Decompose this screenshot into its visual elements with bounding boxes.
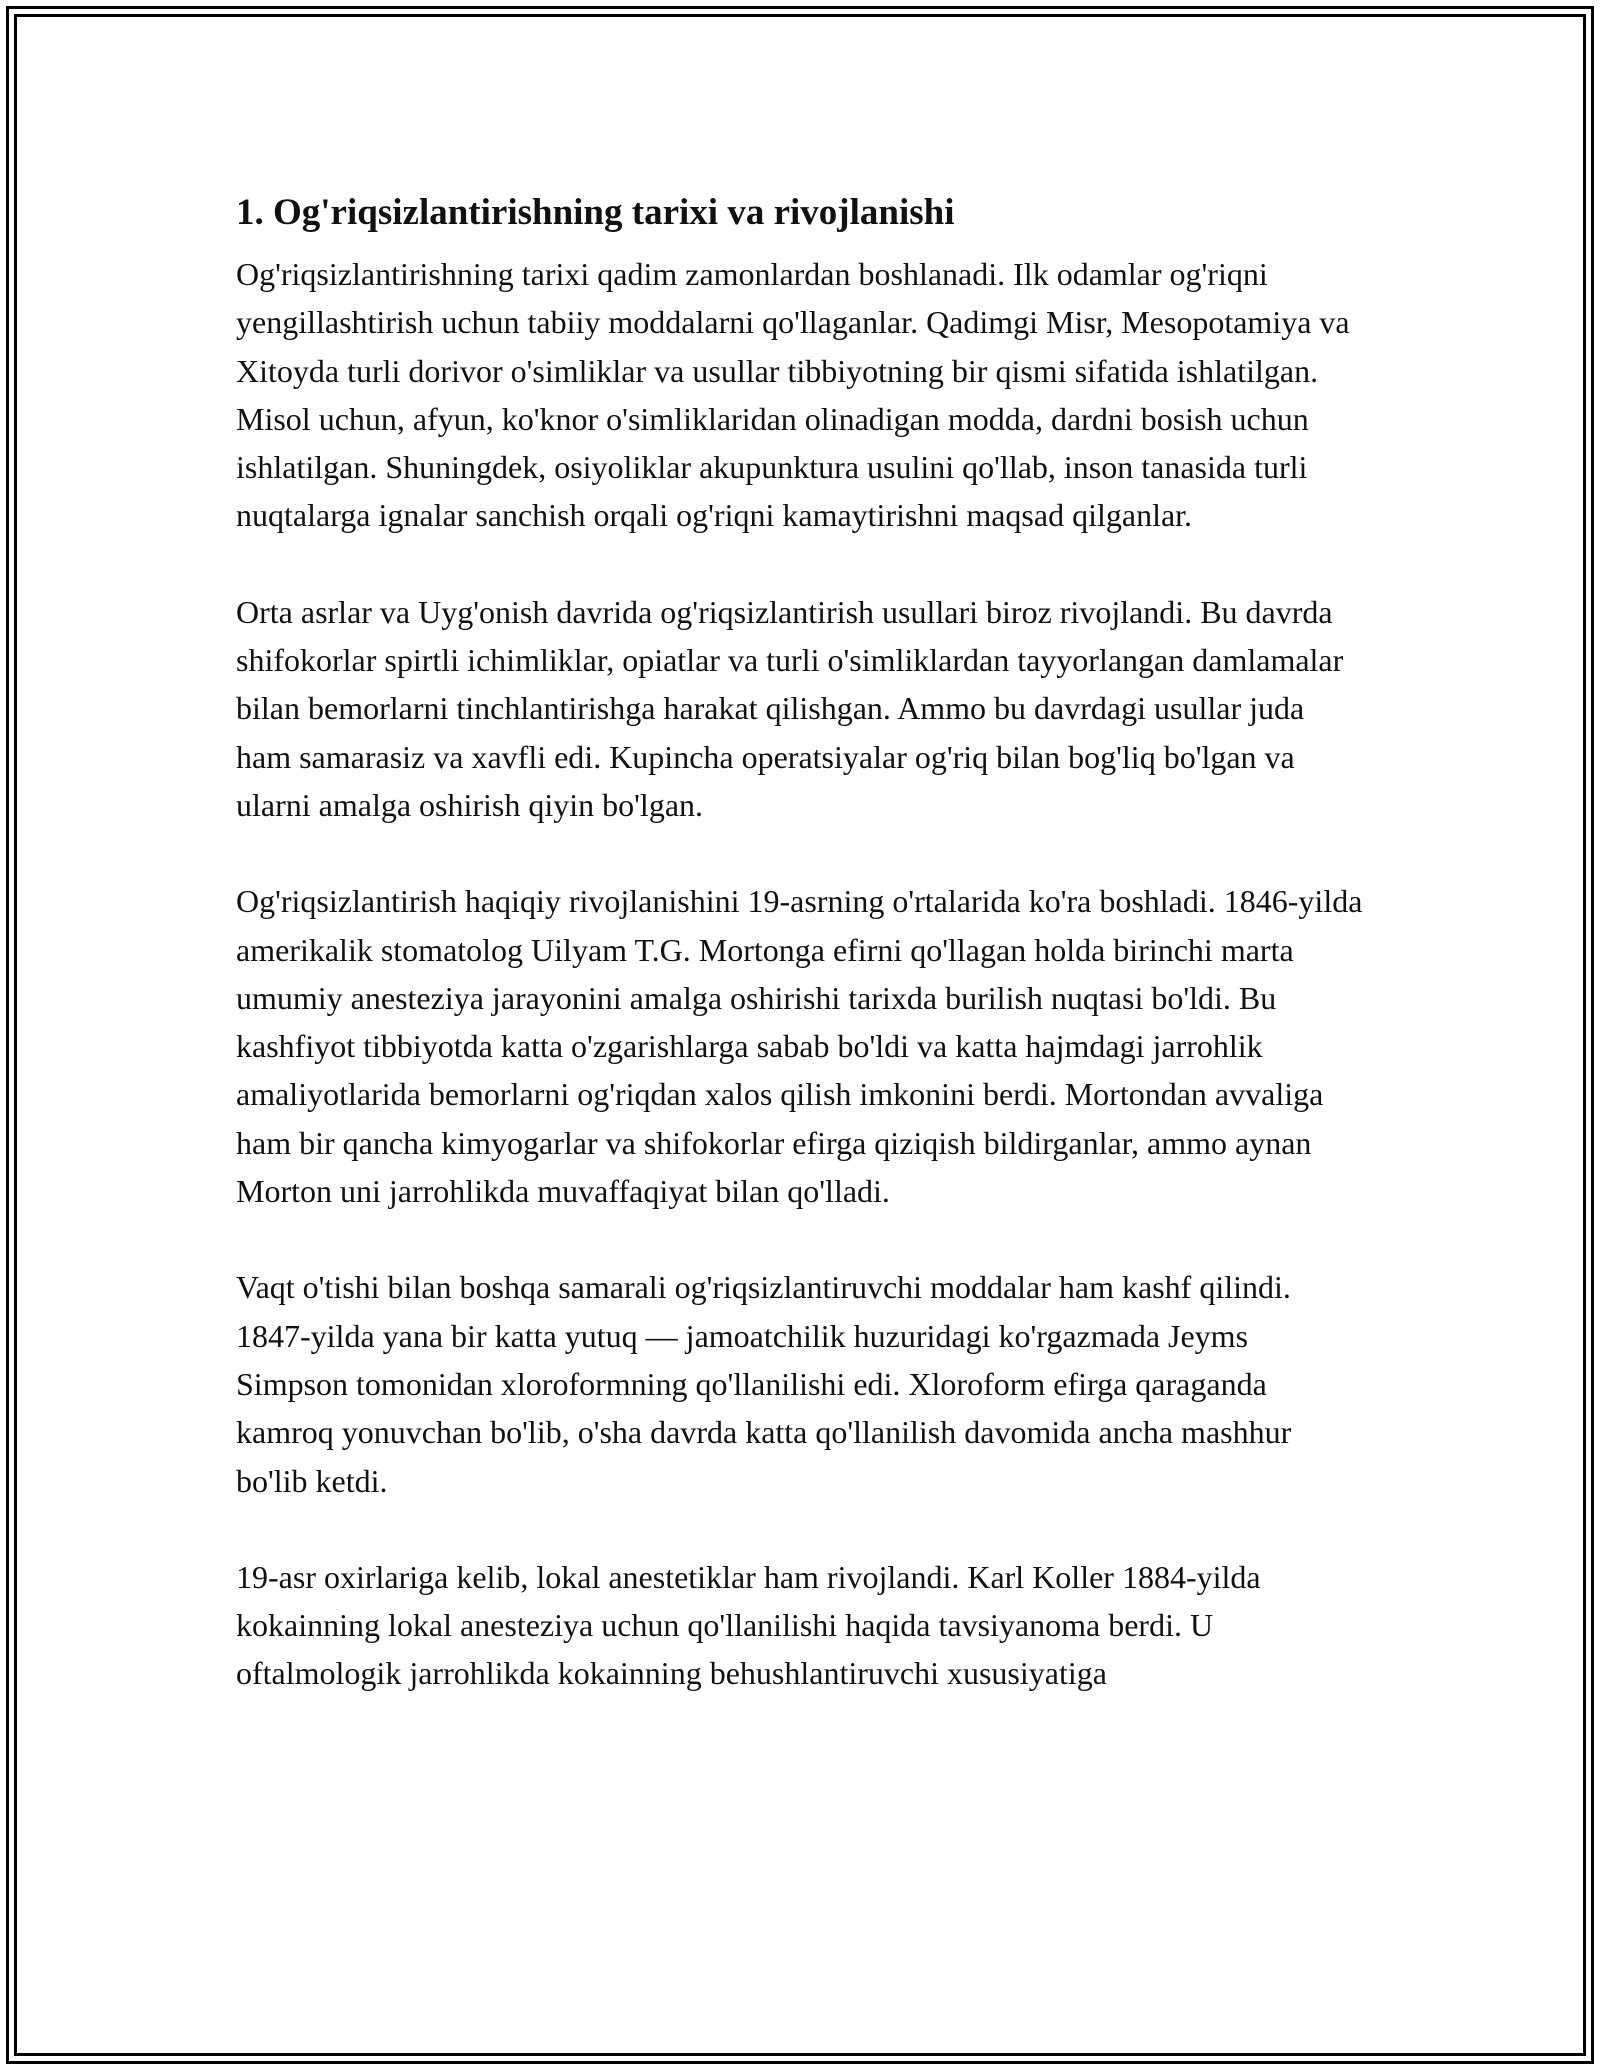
paragraph-ancient-history: Og'riqsizlantirishning tarixi qadim zamonlardan boshlanadi. Ilk odamlar og'riqni yengillashtirish uchun tabiiy moddalarni qo'llaganlar. Qadimgi Misr, Mesopotamiya va Xitoyda turli dorivor o'simliklar va usullar tibbiyotning bir qismi sifatida ishlatilgan. Misol uchun, afyun, ko'knor o'simliklaridan olinadigan modda, dardni bosish uchun ishlatilgan. Shuningdek, osiyoliklar akupunktura usulini qo'llab, inson tanasida turli nuqtalarga ignalar sanchish orqali og'riqni kamaytirishni maqsad qilganlar.: [236, 256, 1350, 534]
paragraph-local-anesthetics: 19-asr oxirlariga kelib, lokal anestetiklar ham rivojlandi. Karl Koller 1884-yilda kokainning lokal anesteziya uchun qo'llanilishi haqida tavsiyanoma berdi. U oftalmologik jarrohlikda kokainning behushlantiruvchi xususiyatiga: [236, 1558, 1261, 1692]
paragraph-middle-ages: Orta asrlar va Uyg'onish davrida og'riqsizlantirish usullari biroz rivojlandi. Bu davrda shifokorlar spirtli ichimliklar, opiatlar va turli o'simliklardan tayyorlangan damlamalar bilan bemorlarni tinchlantirishga harakat qilishgan. Ammo bu davrdagi usullar juda ham samarasiz va xavfli edi. Kupincha operatsiyalar og'riq bilan bog'liq bo'lgan va ularni amalga oshirish qiyin bo'lgan.: [236, 593, 1344, 823]
document-body: [236, 188, 1366, 1698]
paragraph-morton-ether: Og'riqsizlantirish haqiqiy rivojlanishini 19-asrning o'rtalarida ko'ra boshladi. 1846-yilda amerikalik stomatolog Uilyam T.G. Mortonga efirni qo'llagan holda birinchi marta umumiy anesteziya jarayonini amalga oshirishi tarixda burilish nuqtasi bo'ldi. Bu kashfiyot tibbiyotda katta o'zgarishlarga sabab bo'ldi va katta hajmdagi jarrohlik amaliyotlarida bemorlarni og'riqdan xalos qilish imkonini berdi. Mortondan avvaliga ham bir qancha kimyogarlar va shifokorlar efirga qiziqish bildirganlar, ammo aynan Morton uni jarrohlikda muvaffaqiyat bilan qo'lladi.: [236, 883, 1363, 1210]
section-title: 1. Og'riqsizlantirishning tarixi va rivojlanishi: [236, 192, 955, 233]
paragraph-chloroform: Vaqt o'tishi bilan boshqa samarali og'riqsizlantiruvchi moddalar ham kashf qilindi. 1847-yilda yana bir katta yutuq — jamoatchilik huzuridagi ko'rgazmada Jeyms Simpson tomonidan xloroformning qo'llanilishi edi. Xloroform efirga qaraganda kamroq yonuvchan bo'lib, o'sha davrda katta qo'llanilish davomida ancha mashhur bo'lib ketdi.: [236, 1269, 1292, 1499]
